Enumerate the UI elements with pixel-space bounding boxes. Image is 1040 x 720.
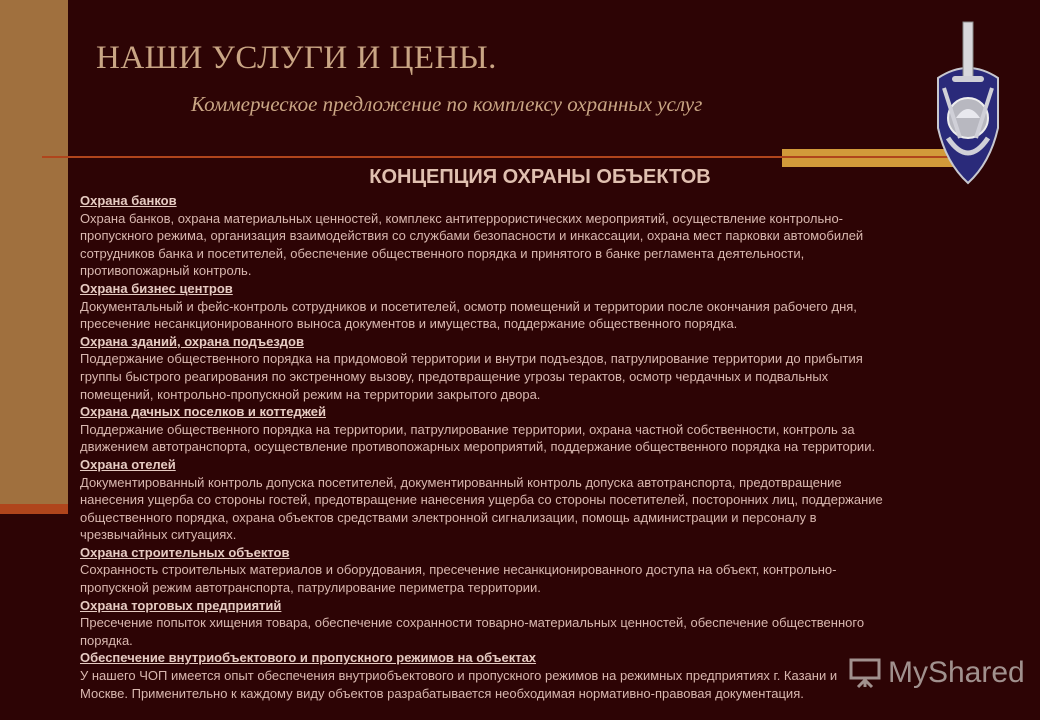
service-section bbox=[80, 456, 1000, 544]
section-heading: КОНЦЕПЦИЯ ОХРАНЫ ОБЪЕКТОВ bbox=[369, 166, 711, 188]
service-description-line: группы быстрого реагирования по экстренному вызову, предотвращение угрозы терактов, осмотр чердачных и подвальных bbox=[80, 368, 829, 384]
service-title: Охрана дачных поселков и коттеджей bbox=[80, 404, 326, 420]
service-description-line: пресечение несанкционированного выноса документов и имущества, поддержание общественного порядка. bbox=[80, 316, 738, 332]
service-section bbox=[80, 544, 1000, 597]
service-title: Охрана отелей bbox=[80, 456, 176, 472]
slide-subtitle: Коммерческое предложение по комплексу охранных услуг bbox=[191, 92, 703, 116]
service-description-line: нанесения ущерба со стороны гостей, предотвращение нанесения ущерба со стороны посетителей, посторонних лиц, поддержание bbox=[80, 492, 883, 508]
service-description-line: общественного порядка, охрана объектов средствами электронной сигнализации, помощь администрации и персоналу в bbox=[80, 509, 817, 525]
service-description-line: Поддержание общественного порядка на территории, патрулирование территории, охрана частной собственности, контроль за bbox=[80, 421, 855, 437]
service-description-line: сотрудников банка и посетителей, обеспечение общественного порядка и принятого в банке регламента деятельности, bbox=[80, 245, 805, 261]
service-description-line: Документированный контроль допуска посетителей, документированный контроль допуска автотранспорта, предотвращение bbox=[80, 474, 842, 490]
left-strip-band bbox=[0, 504, 68, 514]
service-description-line: Пресечение попыток хищения товара, обеспечение сохранности товарно-материальных ценностей, обеспечение общественного bbox=[80, 615, 865, 631]
service-title: Обеспечение внутриобъектового и пропускного режимов на объектах bbox=[80, 650, 537, 666]
service-section bbox=[80, 597, 1000, 650]
service-section bbox=[80, 280, 1000, 333]
service-description-line: противопожарный контроль. bbox=[80, 263, 252, 279]
service-description-line: пропускной режим автотранспорта, патрулирование периметра территории. bbox=[80, 580, 541, 596]
service-title: Охрана банков bbox=[80, 193, 177, 208]
watermark bbox=[848, 656, 1025, 690]
slide-title: НАШИ УСЛУГИ И ЦЕНЫ. bbox=[96, 40, 497, 76]
service-description-line: Москве. Применительно к каждому виду объектов разрабатывается необходимая нормативно-правовая документация. bbox=[80, 685, 804, 701]
service-description-line: помещений, контрольно-пропускной режим на территории закрытого двора. bbox=[80, 386, 541, 402]
service-description-line: Документальный и фейс-контроль сотрудников и посетителей, осмотр помещений и территории после окончания рабочего дня, bbox=[80, 298, 857, 314]
service-title: Охрана строительных объектов bbox=[80, 544, 290, 560]
service-title: Охрана бизнес центров bbox=[80, 280, 233, 296]
service-description-line: порядка. bbox=[80, 632, 133, 648]
security-emblem-icon bbox=[930, 18, 1006, 186]
watermark-text: MyShared bbox=[888, 656, 1025, 689]
service-title: Охрана торговых предприятий bbox=[80, 597, 282, 613]
service-description-line: Сохранность строительных материалов и оборудования, пресечение несанкционированного доступа на объект, контрольно- bbox=[80, 562, 837, 578]
service-description-line: движением автотранспорта, осуществление противопожарных мероприятий, поддержание общественного порядка на территории. bbox=[80, 439, 876, 455]
services-list bbox=[80, 192, 1000, 702]
service-description-line: Охрана банков, охрана материальных ценностей, комплекс антитеррористических мероприятий, осуществление контрольно- bbox=[80, 210, 844, 226]
left-decorative-strip bbox=[0, 0, 68, 508]
service-section bbox=[80, 333, 1000, 403]
service-description-line: пропускного режима, организация взаимодействия со службами безопасности и инкассации, охрана мест парковки автомобилей bbox=[80, 228, 864, 244]
service-description-line: Поддержание общественного порядка на придомовой территории и внутри подъездов, патрулирование территории до прибытия bbox=[80, 351, 863, 367]
service-section bbox=[80, 192, 1000, 280]
service-title: Охрана зданий, охрана подъездов bbox=[80, 333, 304, 349]
presentation-board-icon bbox=[848, 656, 882, 690]
service-description-line: У нашего ЧОП имеется опыт обеспечения внутриобъектового и пропускного режимов на режимных предприятиях г. Казани и bbox=[80, 668, 838, 684]
service-section bbox=[80, 403, 1000, 456]
service-description-line: чрезвычайных ситуациях. bbox=[80, 527, 237, 543]
